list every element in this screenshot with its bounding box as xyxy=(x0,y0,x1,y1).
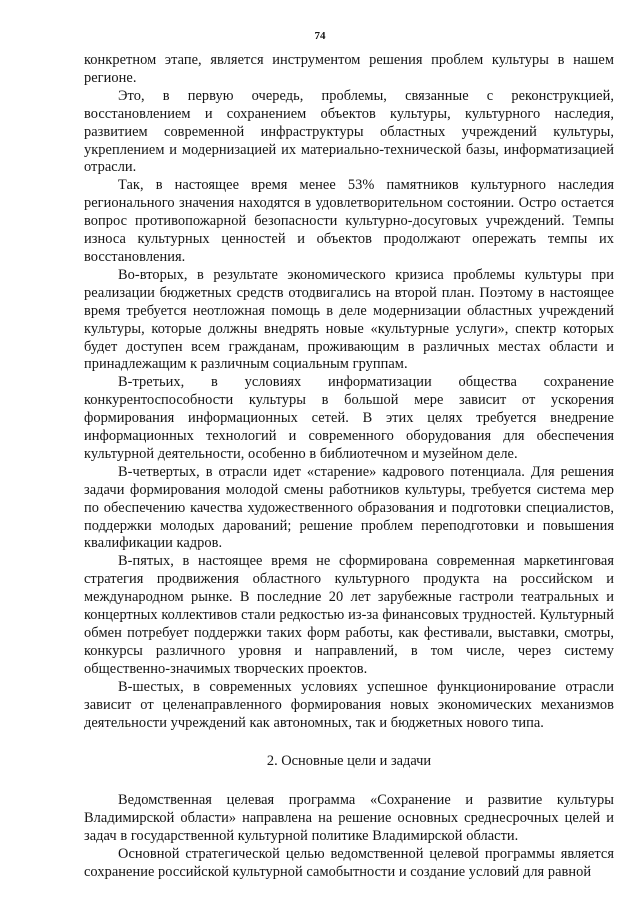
paragraph-fifth: В-пятых, в настоящее время не сформирована современная маркетинговая стратегия продвижения областного культурного продукта на российском и международном рынке. В последние 20 лет зарубежные гастроли театральных и концертных коллективов стали редкостью из-за финансовых трудностей. Культурный обмен потребует поддержки таких форм работы, как фестивали, выставки, смотры, конкурсы различного уровня и направлений, в том числе, через систему общественно-значимых творческих проектов. xyxy=(84,553,614,677)
document-body xyxy=(84,52,614,882)
paragraph-fourth: В-четвертых, в отрасли идет «старение» кадрового потенциала. Для решения задачи формирования молодой смены работников культуры, требуется система мер по обеспечению качества художественного образования и подготовки специалистов, поддержки молодых дарований; решение проблем переподготовки и повышения квалификации кадров. xyxy=(84,463,614,552)
section-heading: 2. Основные цели и задачи xyxy=(266,753,432,770)
paragraph-third: В-третьих, в условиях информатизации общества сохранение конкурентоспособности культуры в большой мере зависит от ускорения формирования информационных сетей. В этих целях требуется внедрение информационных технологий и современного оборудования для обеспечения культурной деятельности, особенно в библиотечном и музейном деле. xyxy=(84,374,614,462)
paragraph-heritage-condition: Так, в настоящее время менее 53% памятников культурного наследия регионального значения находятся в удовлетворительном состоянии. Остро остается вопрос противопожарной безопасности культурно-досуговых учреждений. Темпы износа культурных ценностей и объектов продолжают опережать темпы их восстановления. xyxy=(84,177,614,265)
paragraph-second: Во-вторых, в результате экономического кризиса проблемы культуры при реализации бюджетных средств отодвигались на второй план. Поэтому в настоящее время требуется неотложная помощь в деле модернизации областных учреждений культуры, которые должны внедрять новые «культурные услуги», спектр которых будет доступен всем гражданам, проживающим в различных местах области и принадлежащим к различным социальным группам. xyxy=(84,266,614,373)
page-number: 74 xyxy=(314,30,326,42)
paragraph-sixth: В-шестых, в современных условиях успешное функционирование отрасли зависит от целенаправленного формирования новых экономических механизмов деятельности учреждений как автономных, так и бюджетных нового типа. xyxy=(84,678,614,731)
paragraph-problems: Это, в первую очередь, проблемы, связанные с реконструкцией, восстановлением и сохранением объектов культуры, культурного наследия, развитием современной инфраструктуры областных учреждений культуры, укреплением и модернизацией их материально-технической базы, информатизацией отрасли. xyxy=(84,87,614,176)
paragraph-continuation: конкретном этапе, является инструментом решения проблем культуры в нашем регионе. xyxy=(84,52,614,86)
paragraph-program-goals: Ведомственная целевая программа «Сохранение и развитие культуры Владимирской области» направлена на решение основных среднесрочных целей и задач в государственной культурной политике Владимирской области. xyxy=(84,792,614,845)
paragraph-strategic-goal: Основной стратегической целью ведомственной целевой программы является сохранение российской культурной самобытности и создание условий для равной xyxy=(84,846,614,880)
